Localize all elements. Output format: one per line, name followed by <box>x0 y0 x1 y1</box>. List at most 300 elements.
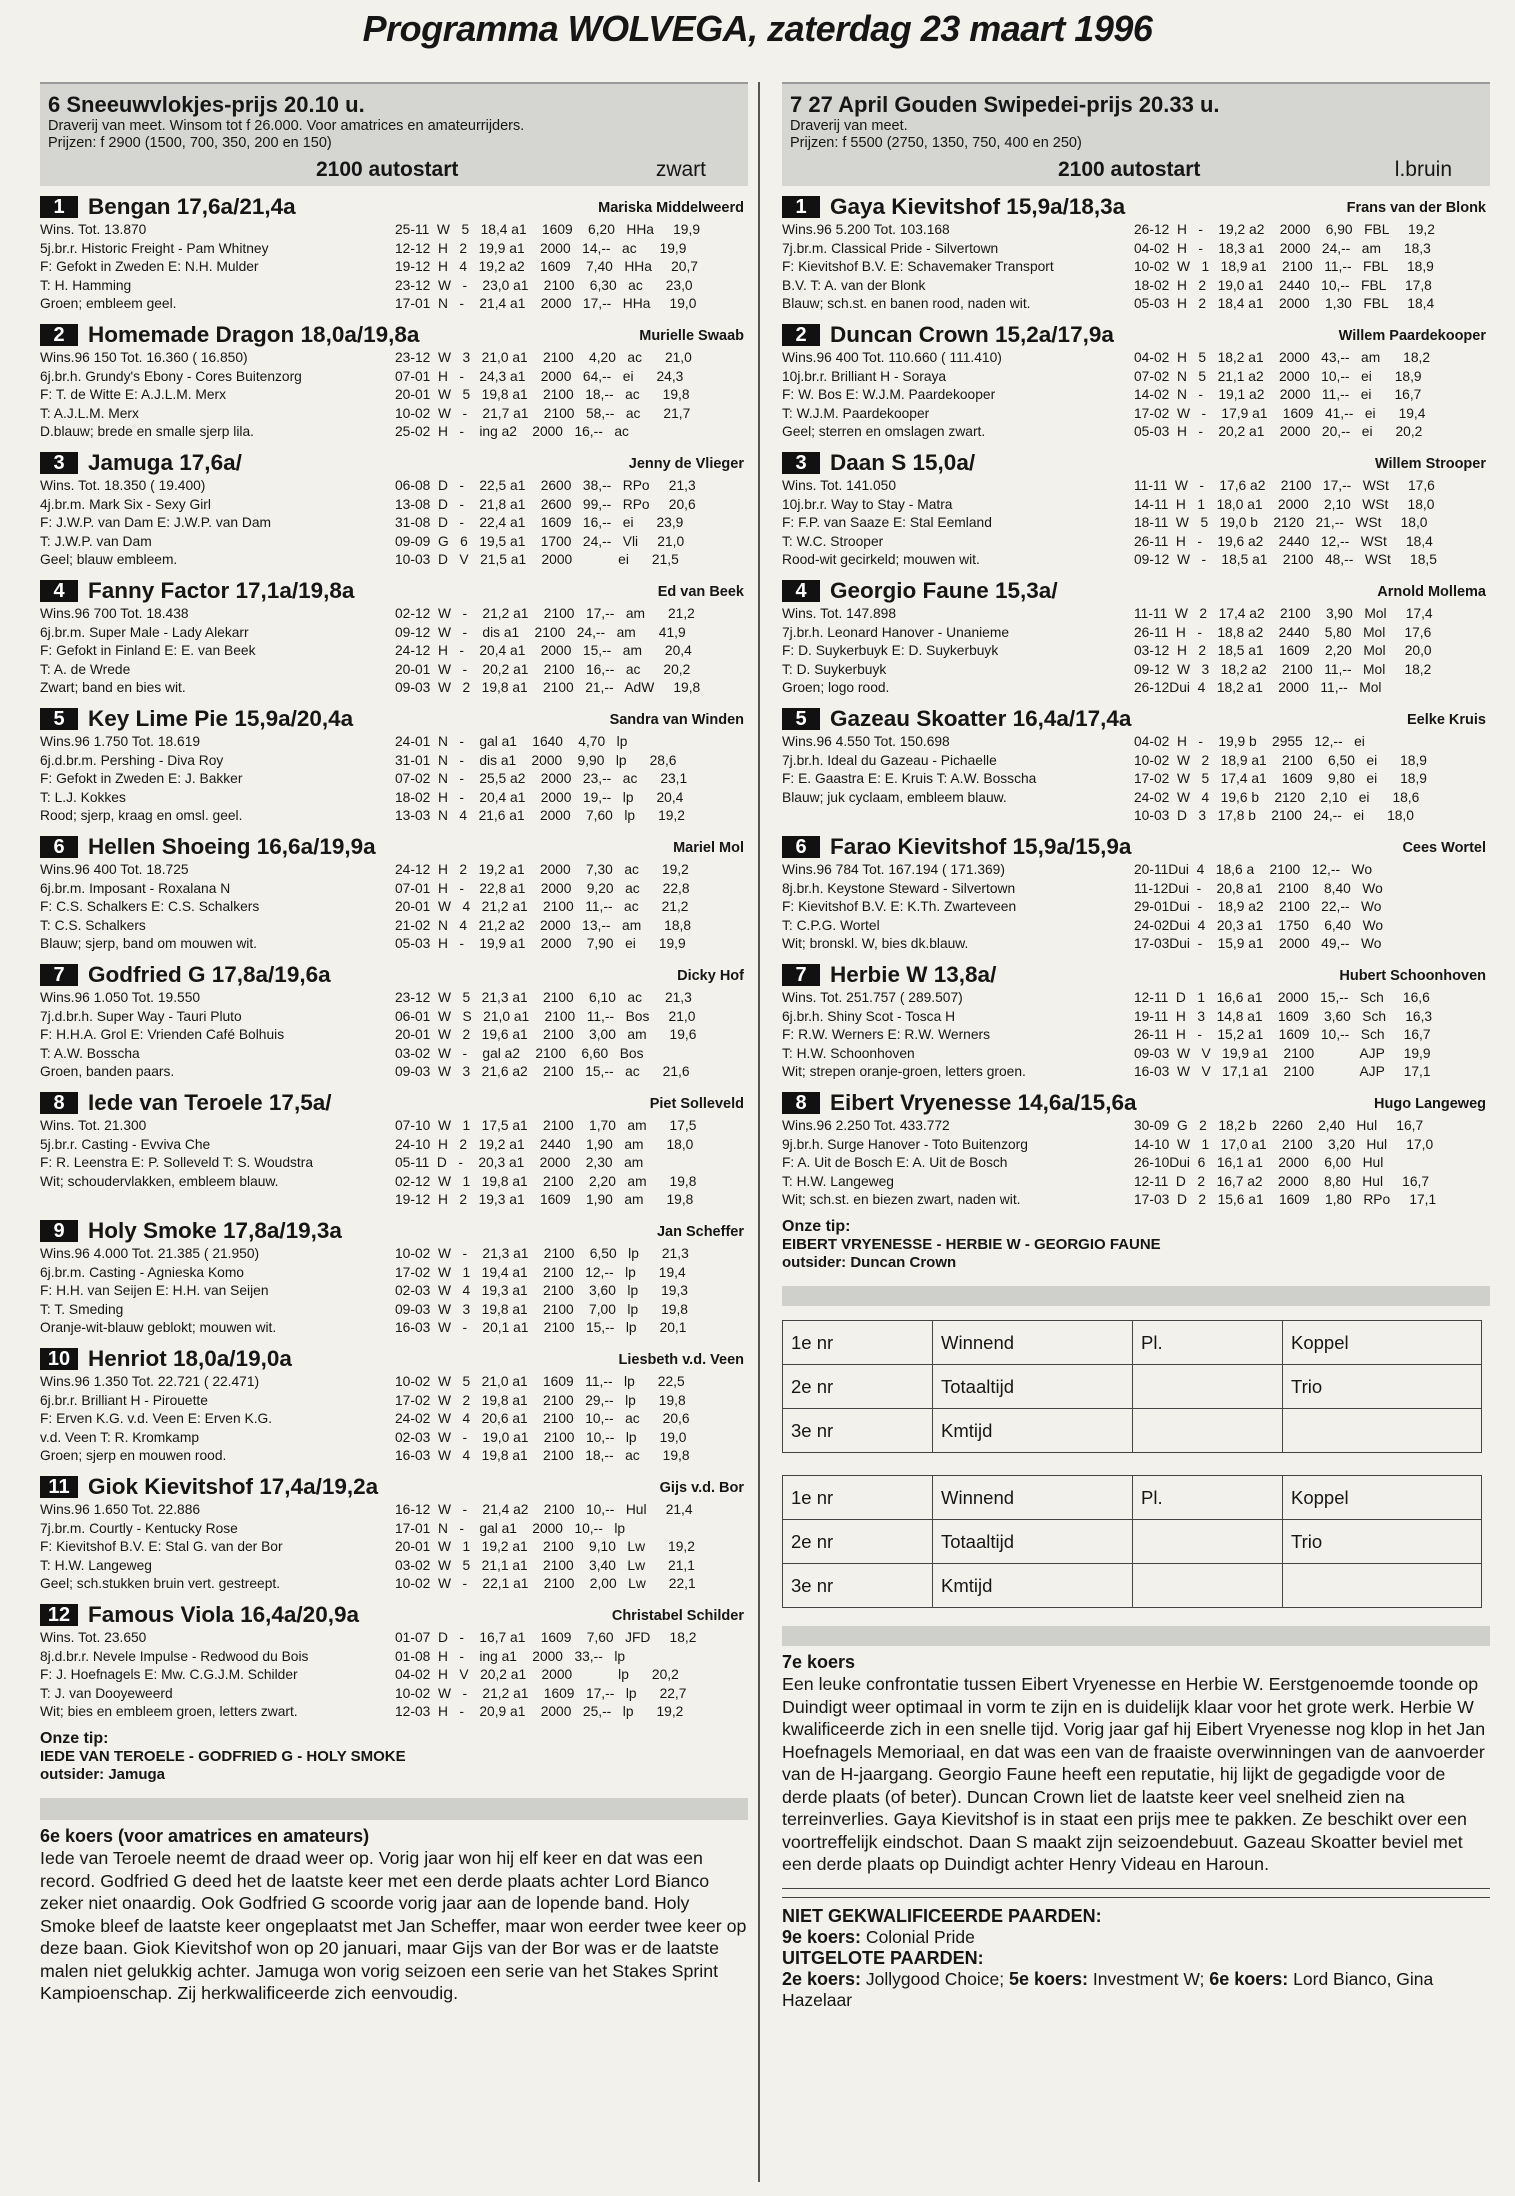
result-row: 29-01Dui - 18,9 a2 2100 22,-- Wo <box>1134 899 1382 915</box>
result-row: 14-02 N - 19,1 a2 2000 11,-- ei 16,7 <box>1134 387 1422 403</box>
info-line: 10j.br.r. Way to Stay - Matra <box>782 496 953 512</box>
recent-results <box>395 1117 696 1210</box>
info-line: B.V. T: A. van der Blonk <box>782 277 926 293</box>
driver-name: Mariska Middelweerd <box>598 200 744 216</box>
info-line: Groen, banden paars. <box>40 1064 175 1080</box>
info-line: F: Kievitshof B.V. E: K.Th. Zwarteveen <box>782 899 1017 915</box>
result-row: 05-03 H - 19,9 a1 2000 7,90 ei 19,9 <box>395 936 686 952</box>
horse-name: Hellen Shoeing 16,6a/19,9a <box>88 834 376 859</box>
horse-entry <box>40 706 748 827</box>
recent-results <box>1134 605 1433 698</box>
horse-header <box>40 450 748 477</box>
info-line: T: A.W. Bosscha <box>40 1045 140 1061</box>
horse-info <box>40 477 395 570</box>
horse-header <box>40 1218 748 1245</box>
info-line: 9j.br.h. Surge Hanover - Toto Buitenzorg <box>782 1136 1028 1152</box>
horse-name: Homemade Dragon 18,0a/19,8a <box>88 322 420 347</box>
recent-results <box>1134 349 1430 442</box>
empty-field[interactable] <box>1283 1564 1482 1608</box>
up-6e-label: 6e koers: <box>1209 1968 1289 1989</box>
result-row: 14-11 H 1 18,0 a1 2000 2,10 WSt 18,0 <box>1134 496 1435 512</box>
horse-name: Bengan 17,6a/21,4a <box>88 194 296 219</box>
info-line: Wins. Tot. 13.870 <box>40 222 147 237</box>
info-line: Rood; sjerp, kraag en omsl. geel. <box>40 808 243 824</box>
koppel-field[interactable]: Koppel <box>1283 1476 1482 1520</box>
horse-entry <box>782 322 1490 443</box>
payout-form-2 <box>782 1475 1482 1608</box>
horse-name: Henriot 18,0a/19,0a <box>88 1346 292 1371</box>
horse-info <box>40 1245 395 1338</box>
info-line: Blauw; sch.st. en banen rood, naden wit. <box>782 296 1031 312</box>
kmtijd-field[interactable]: Kmtijd <box>933 1409 1133 1453</box>
race-conditions: Draverij van meet. <box>790 118 908 134</box>
horse-info <box>782 989 1137 1082</box>
race-prizes: Prijzen: f 5500 (2750, 1350, 750, 400 en 250) <box>790 135 1082 151</box>
info-line: F: Erven K.G. v.d. Veen E: Erven K.G. <box>40 1411 273 1427</box>
info-line: Wit; sch.st. en biezen zwart, naden wit. <box>782 1192 1021 1208</box>
info-line: F: H.H.A. Grol E: Vrienden Café Bolhuis <box>40 1027 285 1043</box>
result-row: 19-12 H 4 19,2 a2 1609 7,40 HHa 20,7 <box>395 259 698 275</box>
commentary-text: Een leuke confrontatie tussen Eibert Vryenesse en Herbie W. Eerstgenoemde toonde op Duindigt weer optimaal in vorm te zijn en is duidelijk klaar voor het grote werk. Herbie W kwalificeerde zich in een snelle tijd. Vorig jaar gaf hij Eibert Vryenesse nog klop in het Jan Hoefnagels Memoriaal, en dat was een van de fraaiste overwinningen van de aanvoerder van de H-jaargang. Georgio Faune heeft een reputatie, hij lijkt de gegadigde voor de derde plaats (of beter). Duncan Crown liet de laatste keer veel snelheid zien na terreinverlies. Gaya Kievitshof is in staat een prijs mee te pakken. Ze beschikt over een voortreffelijk eindschot. Daan S maakt zijn seizoendebuut. Gazeau Skoatter beviel met een derde plaats op Duindigt achter Henry Videau en Haroun. <box>782 1674 1486 1874</box>
result-row: 14-10 W 1 17,0 a1 2100 3,20 Hul 17,0 <box>1134 1136 1434 1152</box>
info-line: Groen; embleem geel. <box>40 296 177 312</box>
result-row: 07-02 N 5 21,1 a2 2000 10,-- ei 18,9 <box>1134 368 1422 384</box>
empty-field[interactable] <box>1283 1409 1482 1453</box>
result-row: 02-03 W 4 19,3 a1 2100 3,60 lp 19,3 <box>395 1283 688 1299</box>
place-2-field[interactable]: 2e nr <box>783 1520 933 1564</box>
result-row: 09-03 W V 19,9 a1 2100 AJP 19,9 <box>1134 1045 1431 1061</box>
result-row: 18-02 H - 20,4 a1 2000 19,-- lp 20,4 <box>395 789 684 805</box>
recent-results <box>1134 221 1435 314</box>
result-row: 23-12 W 5 21,3 a1 2100 6,10 ac 21,3 <box>395 990 692 1005</box>
start-number: 7 <box>40 964 78 986</box>
horse-header <box>40 322 748 349</box>
result-row: 30-09 G 2 18,2 b 2260 2,40 Hul 16,7 <box>1134 1118 1424 1133</box>
driver-name: Cees Wortel <box>1402 840 1486 856</box>
horse-entry <box>40 450 748 571</box>
plaats-field[interactable]: Pl. <box>1133 1321 1283 1365</box>
np-9e-label: 9e koers: <box>782 1926 862 1947</box>
info-line: F: T. de Witte E: A.J.L.M. Merx <box>40 387 227 403</box>
race-distance: 2100 autostart <box>316 158 459 181</box>
info-line: F: E. Gaastra E: E. Kruis T: A.W. Bosscha <box>782 771 1037 787</box>
horse-details <box>782 989 1490 1083</box>
info-line: Wit; strepen oranje-groen, letters groen. <box>782 1064 1026 1080</box>
koppel-field[interactable]: Koppel <box>1283 1321 1482 1365</box>
info-line: Blauw; juk cyclaam, embleem blauw. <box>782 789 1007 805</box>
result-row: 11-11 W - 17,6 a2 2100 17,-- WSt 17,6 <box>1134 478 1435 493</box>
info-line: 8j.d.br.r. Nevele Impulse - Redwood du Bois <box>40 1648 309 1664</box>
info-line: 8j.br.h. Keystone Steward - Silvertown <box>782 880 1016 896</box>
info-line: T: A.J.L.M. Merx <box>40 405 139 421</box>
page-title: Programma WOLVEGA, zaterdag 23 maart 1996 <box>362 8 1153 49</box>
info-line: Wins.96 150 Tot. 16.360 ( 16.850) <box>40 350 248 365</box>
up-5e-text: Investment W; <box>1088 1968 1210 1989</box>
horse-info <box>40 989 395 1082</box>
result-row: 13-08 D - 21,8 a1 2600 99,-- RPo 20,6 <box>395 496 696 512</box>
horse-info <box>782 349 1137 442</box>
horse-details <box>40 1629 748 1723</box>
info-line: Wins.96 4.000 Tot. 21.385 ( 21.950) <box>40 1246 260 1261</box>
result-row: 20-01 W 2 19,6 a1 2100 3,00 am 19,6 <box>395 1027 697 1043</box>
result-row: 04-02 H - 18,3 a1 2000 24,-- am 18,3 <box>1134 240 1431 256</box>
info-line: Wins. Tot. 147.898 <box>782 606 897 621</box>
info-line: Wins. Tot. 21.300 <box>40 1118 147 1133</box>
info-line: T: H. Hamming <box>40 277 132 293</box>
horse-name: Farao Kievitshof 15,9a/15,9a <box>830 834 1132 859</box>
horse-details <box>40 989 748 1083</box>
info-line: 6j.br.r. Brilliant H - Pirouette <box>40 1392 208 1408</box>
result-row: 24-12 H - 20,4 a1 2000 15,-- am 20,4 <box>395 643 692 659</box>
info-line: Wins.96 400 Tot. 110.660 ( 111.410) <box>782 350 1002 365</box>
horse-details <box>782 1117 1490 1211</box>
info-line: F: W. Bos E: W.J.M. Paardekooper <box>782 387 996 403</box>
result-row: 19-11 H 3 14,8 a1 1609 3,60 Sch 16,3 <box>1134 1008 1433 1024</box>
driver-name: Piet Solleveld <box>649 1096 744 1112</box>
info-line: Wit; bies en embleem groen, letters zwart. <box>40 1704 298 1720</box>
drawn-out-title: UITGELOTE PAARDEN: <box>782 1947 984 1968</box>
info-line: F: J. Hoefnagels E: Mw. C.G.J.M. Schilder <box>40 1667 298 1683</box>
horse-name: Eibert Vryenesse 14,6a/15,6a <box>830 1090 1137 1115</box>
start-number: 12 <box>40 1604 78 1626</box>
result-row: 10-02 W - 21,2 a1 1609 17,-- lp 22,7 <box>395 1685 687 1701</box>
result-row: 17-02 W 5 17,4 a1 1609 9,80 ei 18,9 <box>1134 771 1427 787</box>
driver-name: Sandra van Winden <box>609 712 744 728</box>
recent-results <box>395 989 696 1082</box>
info-line: T: H.W. Langeweg <box>782 1173 894 1189</box>
result-row: 10-02 W 5 21,0 a1 1609 11,-- lp 22,5 <box>395 1374 685 1389</box>
result-row: 24-01 N - gal a1 1640 4,70 lp <box>395 734 628 749</box>
commentary-text: Iede van Teroele neemt de draad weer op. Vorig jaar won hij elf keer en dat was een record. Godfried G deed het de laatste keer met een derde plaats achter Lord Bianco zeker niet onaardig. Ook Godfried G scoorde vorig jaar aan de lopende band. Holy Smoke bleef de laatste keer ongeplaatst met Jan Scheffer, maar won eerder twee keer op deze baan. Giok Kievitshof won op 20 januari, maar Gijs van der Bor was er de laatste malen niet gelukkig achter. Jamuga won vorig seizoen een serie van het Stakes Sprint Kampioenschap. Zij herkwalificeerde zich eenvoudig. <box>40 1848 747 2003</box>
horse-details <box>40 1117 748 1211</box>
info-line: 7j.br.m. Classical Pride - Silvertown <box>782 240 999 256</box>
result-row: 20-01 W - 20,2 a1 2100 16,-- ac 20,2 <box>395 661 691 677</box>
result-row: 04-02 H V 20,2 a1 2000 lp 20,2 <box>395 1667 679 1683</box>
result-row: 20-01 W 1 19,2 a1 2100 9,10 Lw 19,2 <box>395 1539 695 1555</box>
horse-header <box>40 1474 748 1501</box>
driver-name: Hugo Langeweg <box>1374 1096 1486 1112</box>
info-line: 7j.br.h. Leonard Hanover - Unanieme <box>782 624 1010 640</box>
result-row: 05-11 D - 20,3 a1 2000 2,30 am <box>395 1155 644 1171</box>
horse-details <box>782 221 1490 315</box>
place-3-field[interactable]: 3e nr <box>783 1564 933 1608</box>
info-line: Geel; sterren en omslagen zwart. <box>782 424 986 440</box>
horse-header <box>782 578 1490 605</box>
info-line: 10j.br.r. Brilliant H - Soraya <box>782 368 947 384</box>
result-row: 26-11 H - 15,2 a1 1609 10,-- Sch 16,7 <box>1134 1027 1431 1043</box>
rule <box>782 1888 1490 1889</box>
horse-name: Holy Smoke 17,8a/19,3a <box>88 1218 342 1243</box>
horse-details <box>40 1373 748 1467</box>
horse-entry <box>782 706 1490 827</box>
not-qualified-title: NIET GEKWALIFICEERDE PAARDEN: <box>782 1905 1102 1926</box>
result-row: 09-03 W 3 19,8 a1 2100 7,00 lp 19,8 <box>395 1301 688 1317</box>
horse-header <box>782 706 1490 733</box>
column-divider <box>758 82 760 2182</box>
result-row: 26-12 H - 19,2 a2 2000 6,90 FBL 19,2 <box>1134 222 1435 237</box>
info-line: 7j.br.h. Ideal du Gazeau - Pichaelle <box>782 752 997 768</box>
horse-name: Jamuga 17,6a/ <box>88 450 242 475</box>
race-header <box>782 82 1490 186</box>
horse-list <box>782 194 1490 1211</box>
winnend-field[interactable]: Winnend <box>933 1321 1133 1365</box>
horse-details <box>40 221 748 315</box>
plaats-field[interactable]: Pl. <box>1133 1476 1283 1520</box>
horse-info <box>40 1501 395 1594</box>
info-line: Wins.96 700 Tot. 18.438 <box>40 606 189 621</box>
result-row: 10-02 W 1 18,9 a1 2100 11,-- FBL 18,9 <box>1134 259 1434 275</box>
result-row: 25-02 H - ing a2 2000 16,-- ac <box>395 424 629 440</box>
horse-info <box>782 1117 1137 1210</box>
horse-entry <box>782 578 1490 699</box>
driver-name: Frans van der Blonk <box>1346 200 1486 216</box>
start-number: 9 <box>40 1220 78 1242</box>
trio-field[interactable]: Trio <box>1283 1365 1482 1409</box>
result-row: 25-11 W 5 18,4 a1 1609 6,20 HHa 19,9 <box>395 222 700 237</box>
result-row: 05-03 H - 20,2 a1 2000 20,-- ei 20,2 <box>1134 424 1423 440</box>
place-1-field[interactable]: 1e nr <box>783 1476 933 1520</box>
horse-info <box>40 1117 395 1191</box>
info-line: T: H.W. Langeweg <box>40 1557 152 1573</box>
race-prizes: Prijzen: f 2900 (1500, 700, 350, 200 en 150) <box>48 135 332 151</box>
driver-name: Jenny de Vlieger <box>628 456 744 472</box>
result-row: 02-12 W - 21,2 a1 2100 17,-- am 21,2 <box>395 606 695 621</box>
trio-field[interactable]: Trio <box>1283 1520 1482 1564</box>
result-row: 09-03 W 2 19,8 a1 2100 21,-- AdW 19,8 <box>395 680 701 696</box>
info-line: Wins.96 1.050 Tot. 19.550 <box>40 990 201 1005</box>
info-line: 6j.br.m. Imposant - Roxalana N <box>40 880 231 896</box>
result-row: 10-02 W - 21,7 a1 2100 58,-- ac 21,7 <box>395 405 691 421</box>
result-row: 07-10 W 1 17,5 a1 2100 1,70 am 17,5 <box>395 1118 697 1133</box>
driver-name: Murielle Swaab <box>639 328 744 344</box>
horse-info <box>40 861 395 954</box>
info-line: Wins. Tot. 251.757 ( 289.507) <box>782 990 963 1005</box>
empty-field[interactable] <box>1133 1409 1283 1453</box>
horse-entry <box>40 194 748 315</box>
tip-outsider: outsider: Duncan Crown <box>782 1254 957 1271</box>
tip-text: IEDE VAN TEROELE - GODFRIED G - HOLY SMOKE <box>40 1748 406 1765</box>
horse-name: Key Lime Pie 15,9a/20,4a <box>88 706 354 731</box>
driver-name: Mariel Mol <box>673 840 744 856</box>
horse-entry <box>40 578 748 699</box>
info-line: Groen; logo rood. <box>782 680 890 696</box>
info-line: F: R.W. Werners E: R.W. Werners <box>782 1027 991 1043</box>
race-conditions: Draverij van meet. Winsom tot f 26.000. Voor amatrices en amateurrijders. <box>48 118 525 134</box>
info-line: Wins. Tot. 23.650 <box>40 1630 147 1645</box>
start-number: 1 <box>40 196 78 218</box>
recent-results <box>395 1373 690 1466</box>
start-number: 10 <box>40 1348 78 1370</box>
horse-header <box>40 578 748 605</box>
horse-details <box>40 349 748 443</box>
result-row: 04-02 H 5 18,2 a1 2000 43,-- am 18,2 <box>1134 350 1431 365</box>
horse-info <box>782 477 1137 570</box>
driver-name: Arnold Mollema <box>1377 584 1486 600</box>
result-row: 09-12 W - dis a1 2100 24,-- am 41,9 <box>395 624 686 640</box>
result-row: 26-10Dui 6 16,1 a1 2000 6,00 Hul <box>1134 1155 1384 1171</box>
race-color: zwart <box>655 158 706 181</box>
horse-name: Famous Viola 16,4a/20,9a <box>88 1602 359 1627</box>
horse-info <box>40 221 395 314</box>
info-line: T: J.W.P. van Dam <box>40 533 152 549</box>
horse-header <box>40 706 748 733</box>
horse-entry <box>40 1346 748 1467</box>
divider-bar <box>782 1626 1490 1646</box>
result-row: 02-03 W - 19,0 a1 2100 10,-- lp 19,0 <box>395 1429 687 1445</box>
start-number: 5 <box>40 708 78 730</box>
result-row: 24-12 H 2 19,2 a1 2000 7,30 ac 19,2 <box>395 862 689 877</box>
kmtijd-field[interactable]: Kmtijd <box>933 1564 1133 1608</box>
np-9e-text: Colonial Pride <box>861 1926 975 1947</box>
info-line: T: W.C. Strooper <box>782 533 884 549</box>
info-line: Rood-wit gecirkeld; mouwen wit. <box>782 552 980 568</box>
commentary-title: 7e koers <box>782 1652 856 1672</box>
empty-field[interactable] <box>1133 1365 1283 1409</box>
driver-name: Dicky Hof <box>677 968 744 984</box>
recent-results <box>395 349 692 442</box>
result-row: 11-12Dui - 20,8 a1 2100 8,40 Wo <box>1134 880 1383 896</box>
result-row: 26-12Dui 4 18,2 a1 2000 11,-- Mol <box>1134 680 1382 696</box>
info-line: Wit; schoudervlakken, embleem blauw. <box>40 1173 279 1189</box>
info-line: F: Gefokt in Zweden E: J. Bakker <box>40 771 243 787</box>
info-line: 6j.br.h. Grundy's Ebony - Cores Buitenzorg <box>40 368 302 384</box>
recent-results <box>1134 733 1427 826</box>
up-6e-text: Lord Bianco, Gina Hazelaar <box>782 1968 1434 2010</box>
recent-results <box>395 1501 696 1594</box>
start-number: 5 <box>782 708 820 730</box>
tip-block <box>40 1730 748 1784</box>
horse-entry <box>782 194 1490 315</box>
info-line: F: R. Leenstra E: P. Solleveld T: S. Woudstra <box>40 1155 314 1171</box>
result-row: 31-01 N - dis a1 2000 9,90 lp 28,6 <box>395 752 677 768</box>
up-5e-label: 5e koers: <box>1008 1968 1088 1989</box>
info-line: Geel; blauw embleem. <box>40 552 178 568</box>
commentary-title: 6e koers (voor amatrices en amateurs) <box>40 1826 370 1846</box>
race-7-column <box>782 82 1490 2188</box>
horse-header <box>782 194 1490 221</box>
horse-info <box>782 733 1137 807</box>
info-line: 5j.br.r. Historic Freight - Pam Whitney <box>40 240 269 256</box>
info-line: Wins.96 4.550 Tot. 150.698 <box>782 734 950 749</box>
result-row: 12-11 D 2 16,7 a2 2000 8,80 Hul 16,7 <box>1134 1173 1430 1189</box>
start-number: 2 <box>40 324 78 346</box>
result-row: 03-02 W - gal a2 2100 6,60 Bos <box>395 1045 644 1061</box>
info-line: T: T. Smeding <box>40 1301 124 1317</box>
tip-text: EIBERT VRYENESSE - HERBIE W - GEORGIO FAUNE <box>782 1236 1161 1253</box>
horse-details <box>40 733 748 827</box>
result-row: 20-01 W 4 21,2 a1 2100 11,-- ac 21,2 <box>395 899 689 915</box>
info-line: 6j.d.br.m. Pershing - Diva Roy <box>40 752 224 768</box>
result-row: 10-02 W - 22,1 a1 2100 2,00 Lw 22,1 <box>395 1576 696 1592</box>
info-line: F: H.H. van Seijen E: H.H. van Seijen <box>40 1283 269 1299</box>
info-line: T: C.P.G. Wortel <box>782 917 880 933</box>
empty-field[interactable] <box>1133 1520 1283 1564</box>
info-line: Wins.96 1.750 Tot. 18.619 <box>40 734 201 749</box>
result-row: 23-12 W 3 21,0 a1 2100 4,20 ac 21,0 <box>395 350 692 365</box>
recent-results <box>395 1245 689 1338</box>
tip-label: Onze tip: <box>40 1730 109 1747</box>
info-line: Zwart; band en bies wit. <box>40 680 186 696</box>
horse-details <box>782 349 1490 443</box>
recent-results <box>395 861 691 954</box>
driver-name: Liesbeth v.d. Veen <box>618 1352 744 1368</box>
winnend-field[interactable]: Winnend <box>933 1476 1133 1520</box>
result-row: 10-03 D 3 17,8 b 2100 24,-- ei 18,0 <box>1134 808 1414 824</box>
info-line: F: D. Suykerbuyk E: D. Suykerbuyk <box>782 643 999 659</box>
recent-results <box>395 477 696 570</box>
horse-info <box>40 1373 395 1466</box>
start-number: 11 <box>40 1476 78 1498</box>
horse-details <box>782 477 1490 571</box>
result-row: 26-11 H - 19,6 a2 2440 12,-- WSt 18,4 <box>1134 533 1433 549</box>
race-header <box>40 82 748 186</box>
horse-entry <box>782 450 1490 571</box>
horse-info <box>782 861 1137 954</box>
horse-entry <box>40 962 748 1083</box>
result-row: 01-08 H - ing a1 2000 33,-- lp <box>395 1648 626 1664</box>
info-line: Groen; sjerp en mouwen rood. <box>40 1448 227 1464</box>
horse-name: Herbie W 13,8a/ <box>830 962 997 987</box>
result-row: 09-12 W 3 18,2 a2 2100 11,-- Mol 18,2 <box>1134 661 1432 677</box>
race-6-column <box>40 82 748 2188</box>
result-row: 10-02 W 2 18,9 a1 2100 6,50 ei 18,9 <box>1134 752 1427 768</box>
place-3-field[interactable]: 3e nr <box>783 1409 933 1453</box>
result-row: 09-09 G 6 19,5 a1 1700 24,-- Vli 21,0 <box>395 533 685 549</box>
result-row: 12-03 H - 20,9 a1 2000 25,-- lp 19,2 <box>395 1704 684 1720</box>
horse-header <box>782 962 1490 989</box>
horse-entry <box>40 834 748 955</box>
result-row: 04-02 H - 19,9 b 2955 12,-- ei <box>1134 734 1365 749</box>
info-line: 5j.br.r. Casting - Evviva Che <box>40 1136 211 1152</box>
info-line: F: Kievitshof B.V. E: Schavemaker Transport <box>782 259 1054 275</box>
result-row: 19-12 H 2 19,3 a1 1609 1,90 am 19,8 <box>395 1192 694 1208</box>
empty-field[interactable] <box>1133 1564 1283 1608</box>
start-number: 2 <box>782 324 820 346</box>
divider-bar <box>782 1286 1490 1306</box>
result-row: 24-02 W 4 19,6 b 2120 2,10 ei 18,6 <box>1134 789 1420 805</box>
horse-name: Iede van Teroele 17,5a/ <box>88 1090 332 1115</box>
not-qualified-block <box>782 1906 1490 2011</box>
result-row: 12-11 D 1 16,6 a1 2000 15,-- Sch 16,6 <box>1134 990 1430 1005</box>
driver-name: Willem Strooper <box>1374 456 1486 472</box>
info-line: T: A. de Wrede <box>40 661 131 677</box>
horse-info <box>40 605 395 698</box>
totaaltijd-field[interactable]: Totaaltijd <box>933 1520 1133 1564</box>
horse-entry <box>782 834 1490 955</box>
place-2-field[interactable]: 2e nr <box>783 1365 933 1409</box>
place-1-field[interactable]: 1e nr <box>783 1321 933 1365</box>
result-row: 03-12 H 2 18,5 a1 1609 2,20 Mol 20,0 <box>1134 643 1432 659</box>
recent-results <box>1134 1117 1436 1210</box>
race-color: l.bruin <box>1394 158 1452 181</box>
payout-form-1 <box>782 1320 1482 1453</box>
totaaltijd-field[interactable]: Totaaltijd <box>933 1365 1133 1409</box>
result-row: 23-12 W - 23,0 a1 2100 6,30 ac 23,0 <box>395 277 693 293</box>
start-number: 4 <box>40 580 78 602</box>
info-line: Wins.96 2.250 Tot. 433.772 <box>782 1118 950 1133</box>
horse-info <box>40 733 395 826</box>
up-2e-text: Jollygood Choice; <box>861 1968 1009 1989</box>
result-row: 16-03 W 4 19,8 a1 2100 18,-- ac 19,8 <box>395 1448 690 1464</box>
horse-name: Giok Kievitshof 17,4a/19,2a <box>88 1474 379 1499</box>
result-row: 17-02 W 1 19,4 a1 2100 12,-- lp 19,4 <box>395 1264 686 1280</box>
driver-name: Christabel Schilder <box>611 1608 744 1624</box>
race-title: 6 Sneeuwvlokjes-prijs 20.10 u. <box>48 92 365 117</box>
horse-entry <box>40 1090 748 1211</box>
horse-header <box>40 1602 748 1629</box>
horse-name: Gaya Kievitshof 15,9a/18,3a <box>830 194 1126 219</box>
driver-name: Hubert Schoonhoven <box>1339 968 1486 984</box>
